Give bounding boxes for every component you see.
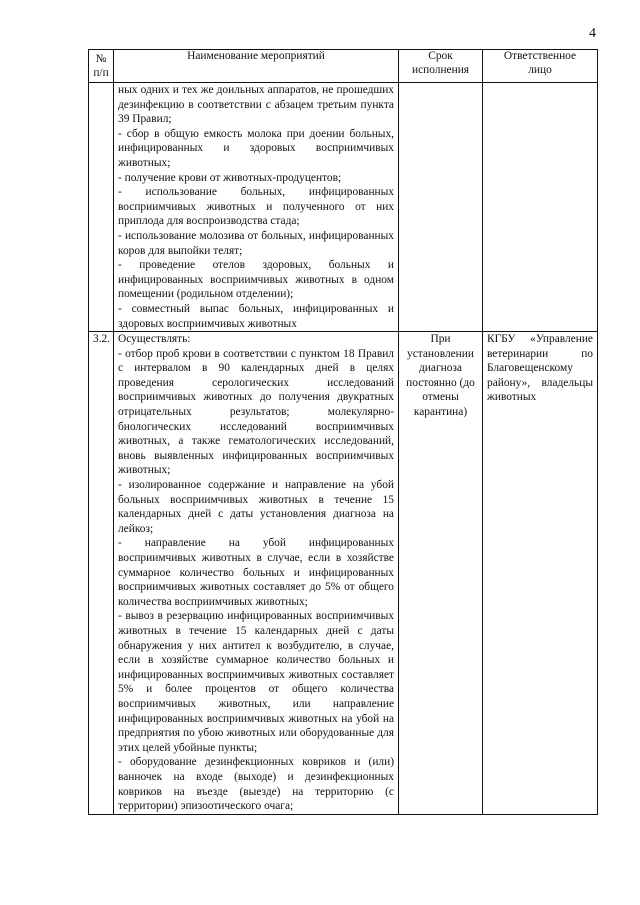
row-term	[399, 83, 483, 332]
table-row	[89, 83, 598, 332]
action-item: - изолированное содержание и направление на убой больных восприимчивых животных в течение 15 календарных дней с даты установления диагноза на лейкоз;	[118, 479, 394, 535]
header-num-line2: п/п	[93, 66, 109, 79]
row-responsible	[483, 83, 598, 332]
action-item: - вывоз в резервацию инфицированных восприимчивых животных в течение 15 календарных дней с даты обнаружения у них антител к возбудителю, в случае, если в хозяйстве суммарное количество больных и инфицированных восприимчивых животных составляет 5% и более процентов от общего количества восприимчивых животных, или направление инфицированных восприимчивых животных на убой на предприятия по убою животных или оборудованные для этих целей убойные пункты;	[118, 610, 394, 754]
row-term: При установлении диагноза постоянно (до отмены карантина)	[399, 332, 483, 815]
header-action: Наименование мероприятий	[114, 50, 399, 83]
action-item: - отбор проб крови в соответствии с пунктом 18 Правил с интервалом в 90 календарных дней в целях проведения серологических исследований восприимчивых животных до получения двукратных отрицательных результатов; молекулярно-биологических исследований восприимчивых животных, а также гематологических исследований, вновь выявленных инфицированных восприимчивых животных;	[118, 347, 394, 477]
table-row	[89, 332, 598, 815]
action-item: - использование молозива от больных, инфицированных коров для выпойки телят;	[118, 229, 394, 257]
header-num-line1: №	[95, 53, 107, 65]
header-term-line2: исполнения	[411, 63, 470, 76]
action-item: ных одних и тех же доильных аппаратов, не прошедших дезинфекцию в соответствии с абзацем третьим пункта 39 Правил;	[118, 84, 394, 126]
action-item: Осуществлять:	[118, 333, 191, 346]
row-num: 3.2.	[89, 332, 114, 815]
header-responsible-line1: Ответственное	[503, 50, 577, 62]
page-number: 4	[589, 26, 596, 41]
action-item: - получение крови от животных-продуцентов;	[118, 171, 342, 184]
header-responsible-line2: лицо	[528, 63, 552, 76]
action-item: - проведение отелов здоровых, больных и инфицированных восприимчивых животных в одном помещении (родильном отделении);	[118, 259, 394, 301]
row-num	[89, 83, 114, 332]
action-item: - использование больных, инфицированных восприимчивых животных и полученного от них приплода для воспроизводства стада;	[118, 186, 394, 228]
row-responsible: КГБУ «Управление ветеринарии по Благовещенскому району», владельцы животных	[483, 332, 598, 815]
action-item: - оборудование дезинфекционных ковриков и (или) ванночек на входе (выходе) и дезинфекционных ковриков на въезде (выезде) на территорию (с территории) эпизоотического очага;	[118, 756, 394, 813]
action-item: - направление на убой инфицированных восприимчивых животных в случае, если в хозяйстве суммарное количество больных и инфицированных восприимчивых животных составляет до 5% от общего количества восприимчивых животных;	[118, 537, 394, 608]
row-action	[114, 332, 399, 815]
header-term-line1: Срок	[428, 50, 453, 62]
action-item: - сбор в общую емкость молока при доении больных, инфицированных и здоровых восприимчивых животных;	[118, 127, 394, 169]
header-responsible	[483, 50, 598, 83]
measures-table	[88, 49, 598, 815]
header-num	[89, 50, 114, 83]
header-term	[399, 50, 483, 83]
action-item: - совместный выпас больных, инфицированных и здоровых восприимчивых животных	[118, 302, 394, 330]
table-header-row	[89, 50, 598, 83]
row-action	[114, 83, 399, 332]
